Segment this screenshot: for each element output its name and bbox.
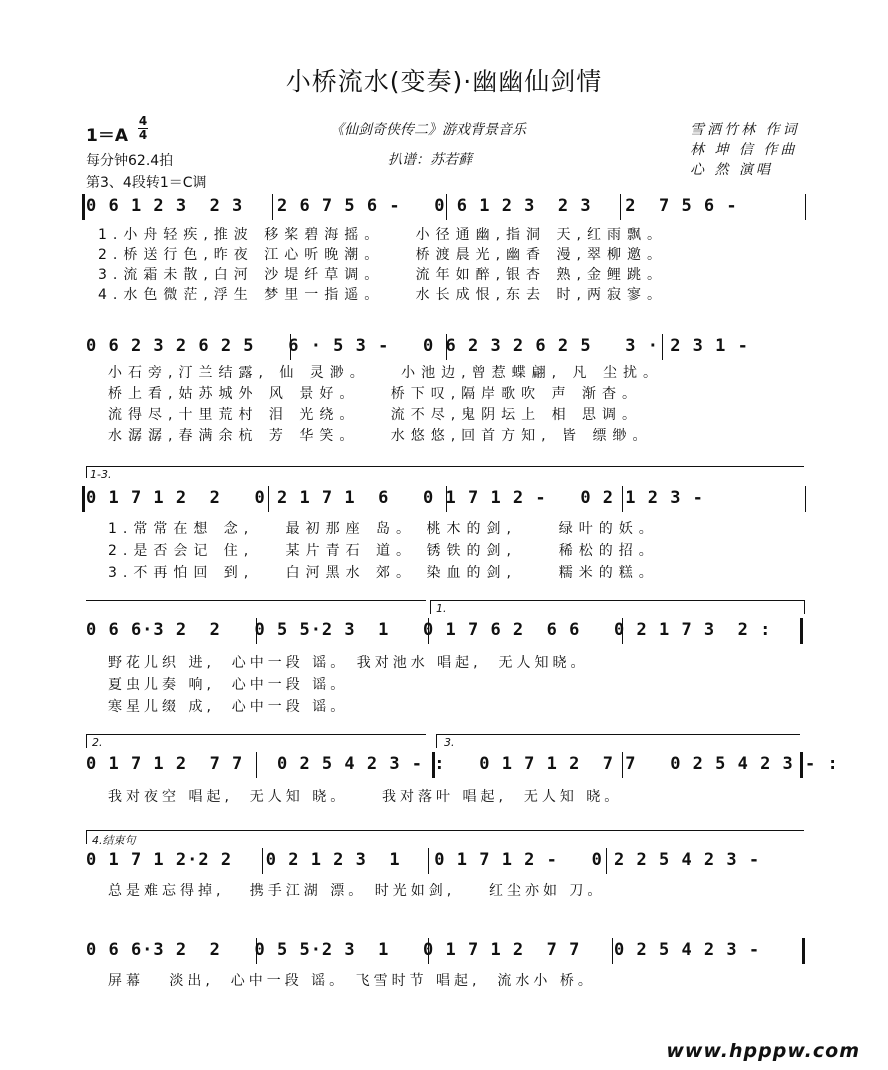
volta-label: 1-3. — [90, 468, 112, 481]
volta-bracket — [86, 830, 804, 831]
barline-start — [82, 486, 85, 512]
modulation-note: 第3、4段转1＝C调 — [86, 175, 207, 191]
repeat-barline — [800, 618, 803, 644]
source-note: 《仙剑奇侠传二》游戏背景音乐 — [330, 122, 526, 138]
lyric-line: 屏幕 淡出, 心中一段 谣。 飞雪时节 唱起, 流水小 桥。 — [108, 973, 596, 989]
notation-line: 0 6 6·3 2 2 0 5 5·2 3 1 0 1 7 1 2 7 7 0 2 5 4 2 3 - — [86, 940, 761, 960]
time-signature — [138, 115, 148, 142]
lyric-line: 总是难忘得掉, 携手江湖 漂。 时光如剑, 红尘亦如 刀。 — [108, 883, 606, 899]
lyric-line: 桥上看,姑苏城外 风 景好。 桥下叹,隔岸歌吹 声 渐杳。 — [108, 386, 643, 402]
final-barline — [802, 938, 805, 964]
lyric-line: 1.常常在想 念, 最初那座 岛。 桃木的剑, 绿叶的妖。 — [108, 521, 659, 537]
score-system-5 — [0, 730, 888, 810]
volta-bracket-end — [804, 600, 805, 614]
key-signature: 1＝A — [86, 126, 128, 146]
volta-bracket-end — [436, 734, 437, 748]
tempo-marking: 每分钟62.4拍 — [86, 153, 174, 169]
volta-bracket-end — [86, 830, 87, 844]
notation-line: 0 1 7 1 2·2 2 0 2 1 2 3 1 0 1 7 1 2 - 0 2 2 5 4 2 3 - — [86, 850, 761, 870]
lyricist-credit: 雪洒竹林 作词 — [690, 122, 800, 138]
barline — [805, 486, 806, 512]
volta-bracket-end — [86, 734, 87, 748]
time-sig-top: 4 — [138, 114, 148, 128]
site-watermark: www.hpppw.com — [666, 1040, 860, 1062]
singer-credit: 心 然 演唱 — [690, 162, 773, 178]
lyric-line: 4.水色微茫,浮生 梦里一指遥。 水长成恨,东去 时,两寂寥。 — [98, 287, 667, 303]
lyric-line: 野花儿织 进, 心中一段 谣。 我对池水 唱起, 无人知晓。 — [108, 655, 589, 671]
volta-bracket — [86, 734, 426, 735]
notation-line: 0 6 2 3 2 6 2 5 6 · 5 3 - 0 6 2 3 2 6 2 5 3 · 2 3 1 - — [86, 336, 749, 356]
score-system-1 — [0, 188, 888, 308]
notation-line: 0 6 6·3 2 2 0 5 5·2 3 1 0 1 7 6 2 6 6 0 2 1 7 3 2 : — [86, 620, 772, 640]
volta-bracket — [430, 600, 804, 601]
volta-label: 3. — [444, 736, 455, 749]
lyric-line: 我对夜空 唱起, 无人知 晓。 我对落叶 唱起, 无人知 晓。 — [108, 789, 623, 805]
lyric-line: 2.桥送行色,昨夜 江心听晚潮。 桥渡晨光,幽香 漫,翠柳邀。 — [98, 247, 667, 263]
notation-line: 0 1 7 1 2 2 0 2 1 7 1 6 0 1 7 1 2 - 0 2 1 2 3 - — [86, 488, 704, 508]
page-title: 小桥流水(变奏)·幽幽仙剑情 — [285, 67, 603, 96]
barline — [805, 194, 806, 220]
score-system-7 — [0, 924, 888, 1004]
transcriber-credit: 扒谱：苏若藓 — [388, 152, 472, 168]
notation-line: 0 6 1 2 3 2 3 2 6 7 5 6 - 0 6 1 2 3 2 3 2 7 5 6 - — [86, 196, 738, 216]
volta-bracket-end — [86, 466, 87, 478]
lyric-line: 水潺潺,春满余杭 芳 华笑。 水悠悠,回首方知, 皆 缥缈。 — [108, 428, 653, 444]
time-sig-bottom: 4 — [138, 128, 148, 142]
lyric-line: 寒星儿缀 成, 心中一段 谣。 — [108, 699, 349, 715]
barline-start — [82, 194, 85, 220]
lyric-line: 流得尽,十里荒村 泪 光绕。 流不尽,鬼阴坛上 相 思调。 — [108, 407, 643, 423]
lyric-line: 3.不再怕回 到, 白河黑水 郊。 染血的剑, 糯米的糕。 — [108, 565, 659, 581]
score-system-6 — [0, 826, 888, 906]
volta-bracket — [86, 600, 426, 601]
score-system-4 — [0, 596, 888, 715]
score-system-2 — [0, 328, 888, 448]
notation-line: 0 1 7 1 2 7 7 0 2 5 4 2 3 - : 0 1 7 1 2 7 7 0 2 5 4 2 3 - : — [86, 754, 839, 774]
volta-bracket — [436, 734, 800, 735]
lyric-line: 小石旁,汀兰结露, 仙 灵渺。 小池边,曾惹蝶翩, 凡 尘扰。 — [108, 365, 663, 381]
composer-credit: 林 坤 信 作曲 — [690, 142, 798, 158]
lyric-line: 3.流霜未散,白河 沙堤纤草调。 流年如醉,银杏 熟,金鲤跳。 — [98, 267, 667, 283]
lyric-line: 2.是否会记 住, 某片青石 道。 锈铁的剑, 稀松的招。 — [108, 543, 659, 559]
score-system-3 — [0, 462, 888, 582]
volta-label: 1. — [436, 602, 447, 615]
lyric-line: 1.小舟轻疾,推波 移桨碧海摇。 小径通幽,指洞 天,红雨飘。 — [98, 227, 667, 243]
lyric-line: 夏虫儿奏 响, 心中一段 谣。 — [108, 677, 349, 693]
volta-label: 2. — [92, 736, 103, 749]
volta-bracket — [86, 466, 804, 467]
volta-bracket-end — [430, 600, 431, 614]
volta-label: 4.结束句 — [92, 834, 136, 847]
